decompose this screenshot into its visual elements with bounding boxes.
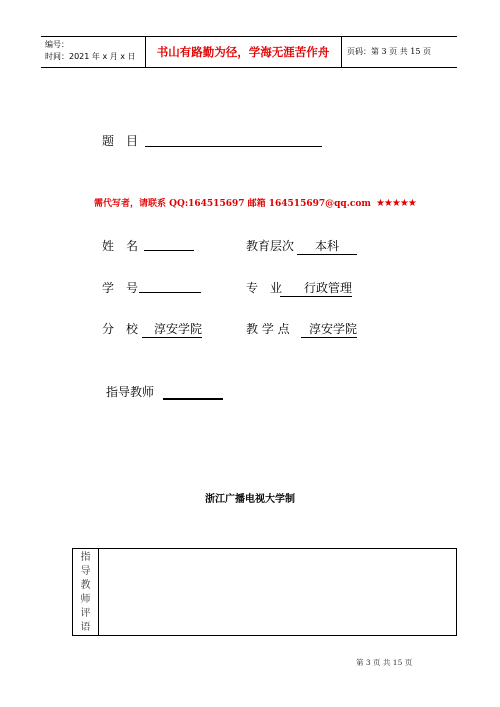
comment-label-char: 语 — [80, 622, 91, 633]
advisor-underline — [163, 398, 223, 400]
serial-label: 编号： — [45, 40, 69, 49]
comment-label-char: 教 — [80, 580, 91, 591]
comment-box-label-column — [73, 549, 99, 635]
major-label: 专 业 — [246, 281, 283, 295]
student-id-label: 学 号 — [102, 281, 139, 295]
teaching-point-value: 淳安学院 — [301, 320, 357, 338]
topic-underline — [145, 146, 322, 147]
page-header — [41, 36, 457, 68]
advisor-label: 指导教师 — [106, 385, 155, 399]
name-label: 姓 名 — [102, 239, 139, 253]
topic-label: 题 目 — [102, 134, 139, 148]
teaching-point-label: 教 学 点 — [246, 322, 290, 336]
comment-label-char: 指 — [80, 552, 91, 563]
name-underline — [144, 250, 194, 251]
student-id-underline — [139, 292, 201, 293]
header-motto: 书山有路勤为径，学海无涯苦作舟 — [145, 37, 342, 67]
edu-level-label: 教育层次 — [246, 239, 295, 253]
promo-line — [94, 191, 416, 210]
branch-value: 淳安学院 — [142, 320, 202, 338]
major-value: 行政管理 — [280, 279, 352, 297]
advisor-comment-box — [72, 548, 457, 636]
time-label: 时间：2021 年 x 月 x 日 — [45, 52, 136, 61]
page-footer: 第 3 页 共 15 页 — [356, 658, 413, 667]
promo-text: 需代写者，请联系 QQ:164515697 邮箱 164515697@qq.com — [94, 199, 371, 209]
branch-label: 分 校 — [102, 322, 139, 336]
comment-label-char: 评 — [80, 608, 91, 619]
promo-stars: ★★★★★ — [375, 198, 416, 209]
comment-label-char: 导 — [80, 566, 91, 577]
comment-label-char: 师 — [80, 594, 91, 605]
university-title: 浙江广播电视大学制 — [205, 494, 295, 505]
header-meta-cell — [41, 37, 146, 67]
header-page-info: 页码：第 3 页 共 15 页 — [347, 47, 431, 56]
edu-level-value: 本科 — [297, 237, 357, 255]
